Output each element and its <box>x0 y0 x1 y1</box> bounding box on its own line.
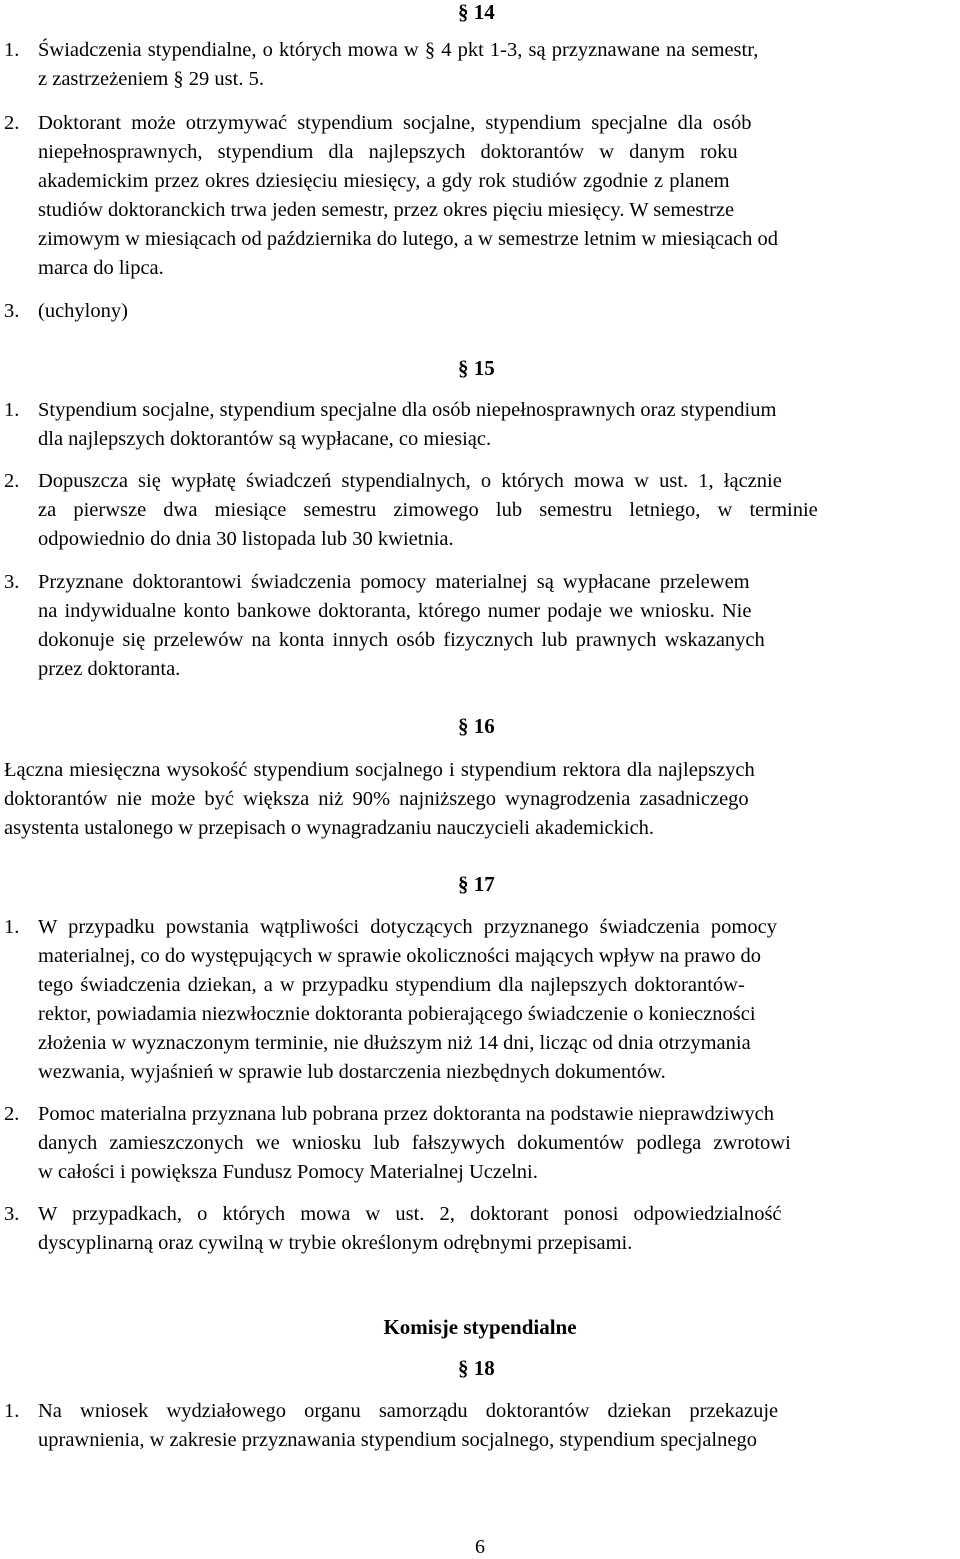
sec14-p2-number: 2. <box>4 112 20 134</box>
sec17-p2-line-2: danych zamieszczonych we wniosku lub fałszywych dokumentów podlega zwrotowi <box>38 1132 791 1154</box>
sec16-line-1: Łączna miesięczna wysokość stypendium socjalnego i stypendium rektora dla najlepszych <box>4 759 755 781</box>
sec14-p2-line-1: Doktorant może otrzymywać stypendium socjalne, stypendium specjalne dla osób <box>38 112 752 134</box>
sec17-p1-line-5: złożenia w wyznaczonym terminie, nie dłuższym niż 14 dni, licząc od dnia otrzymania <box>38 1032 751 1054</box>
sec14-p3-text: (uchylony) <box>38 300 128 322</box>
sec17-p2-line-1: Pomoc materialna przyznana lub pobrana przez doktoranta na podstawie nieprawdziwych <box>38 1103 774 1125</box>
chapter-title: Komisje stypendialne <box>383 1315 577 1339</box>
sec14-p1-line-2: z zastrzeżeniem § 29 ust. 5. <box>38 68 264 90</box>
sec18-p1-number: 1. <box>4 1400 20 1422</box>
sec15-p3-line-1: Przyznane doktorantowi świadczenia pomocy materialnej są wypłacane przelewem <box>38 571 750 593</box>
sec15-p2-line-1: Dopuszcza się wypłatę świadczeń stypendialnych, o których mowa w ust. 1, łącznie <box>38 470 782 492</box>
section-14-heading: § 14 <box>458 0 495 24</box>
sec14-p2-line-5: zimowym w miesiącach od października do lutego, a w semestrze letnim w miesiącach od <box>38 228 779 250</box>
sec14-p1-number: 1. <box>4 39 20 61</box>
sec17-p1-number: 1. <box>4 916 20 938</box>
sec15-p1-line-2: dla najlepszych doktorantów są wypłacane, co miesiąc. <box>38 428 492 450</box>
sec15-p3-number: 3. <box>4 571 20 593</box>
sec17-p2-line-3: w całości i powiększa Fundusz Pomocy Materialnej Uczelni. <box>38 1161 538 1183</box>
sec14-p2-line-2: niepełnosprawnych, stypendium dla najlepszych doktorantów w danym roku <box>38 141 738 163</box>
sec17-p3-line-2: dyscyplinarną oraz cywilną w trybie określonym odrębnymi przepisami. <box>38 1232 633 1254</box>
section-17-heading: § 17 <box>458 872 495 896</box>
sec17-p1-line-4: rektor, powiadamia niezwłocznie doktoranta pobierającego świadczenie o konieczności <box>38 1003 756 1025</box>
sec17-p2-number: 2. <box>4 1103 20 1125</box>
sec17-p3-line-1: W przypadkach, o których mowa w ust. 2, doktorant ponosi odpowiedzialność <box>38 1203 782 1225</box>
section-15-heading: § 15 <box>458 356 495 380</box>
sec15-p2-line-2: za pierwsze dwa miesiące semestru zimowego lub semestru letniego, w terminie <box>38 499 818 521</box>
sec17-p1-line-3: tego świadczenia dziekan, a w przypadku stypendium dla najlepszych doktorantów- <box>38 974 745 996</box>
sec17-p1-line-1: W przypadku powstania wątpliwości dotyczących przyznanego świadczenia pomocy <box>38 916 777 938</box>
sec14-p2-line-4: studiów doktoranckich trwa jeden semestr, przez okres pięciu miesięcy. W semestrze <box>38 199 735 221</box>
sec14-p2-line-6: marca do lipca. <box>38 257 164 279</box>
sec18-p1-line-2: uprawnienia, w zakresie przyznawania stypendium socjalnego, stypendium specjalnego <box>38 1429 757 1451</box>
sec14-p1-line-1-text: Świadczenia stypendialne, o których mowa w § 4 pkt 1-3, są przyznawane na semestr, <box>38 39 759 61</box>
sec17-p1-line-2: materialnej, co do występujących w sprawie okoliczności mających wpływ na prawo do <box>38 945 761 967</box>
sec18-p1-line-1: Na wniosek wydziałowego organu samorządu doktorantów dziekan przekazuje <box>38 1400 779 1422</box>
sec15-p2-line-3: odpowiednio do dnia 30 listopada lub 30 kwietnia. <box>38 528 454 550</box>
sec15-p3-line-2: na indywidualne konto bankowe doktoranta, którego numer podaje we wniosku. Nie <box>38 600 752 622</box>
sec15-p1-number: 1. <box>4 399 20 421</box>
sec16-line-3: asystenta ustalonego w przepisach o wynagradzaniu nauczycieli akademickich. <box>4 817 655 839</box>
sec16-line-2: doktorantów nie może być większa niż 90% najniższego wynagrodzenia zasadniczego <box>4 788 749 810</box>
sec15-p1-line-1: Stypendium socjalne, stypendium specjalne dla osób niepełnosprawnych oraz stypendium <box>38 399 777 421</box>
sec15-p3-line-3: dokonuje się przelewów na konta innych osób fizycznych lub prawnych wskazanych <box>38 629 765 651</box>
sec14-p2-line-3: akademickim przez okres dziesięciu miesięcy, a gdy rok studiów zgodnie z planem <box>38 170 730 192</box>
sec14-p3-number: 3. <box>4 300 20 322</box>
section-16-heading: § 16 <box>458 714 495 738</box>
sec17-p1-line-6: wezwania, wyjaśnień w sprawie lub dostarczenia niezbędnych dokumentów. <box>38 1061 666 1083</box>
sec15-p2-number: 2. <box>4 470 20 492</box>
sec14-p1-line-1 <box>38 36 955 65</box>
section-18-heading: § 18 <box>458 1356 495 1380</box>
sec15-p3-line-4: przez doktoranta. <box>38 658 181 680</box>
page-number: 6 <box>475 1536 485 1558</box>
sec17-p3-number: 3. <box>4 1203 20 1225</box>
